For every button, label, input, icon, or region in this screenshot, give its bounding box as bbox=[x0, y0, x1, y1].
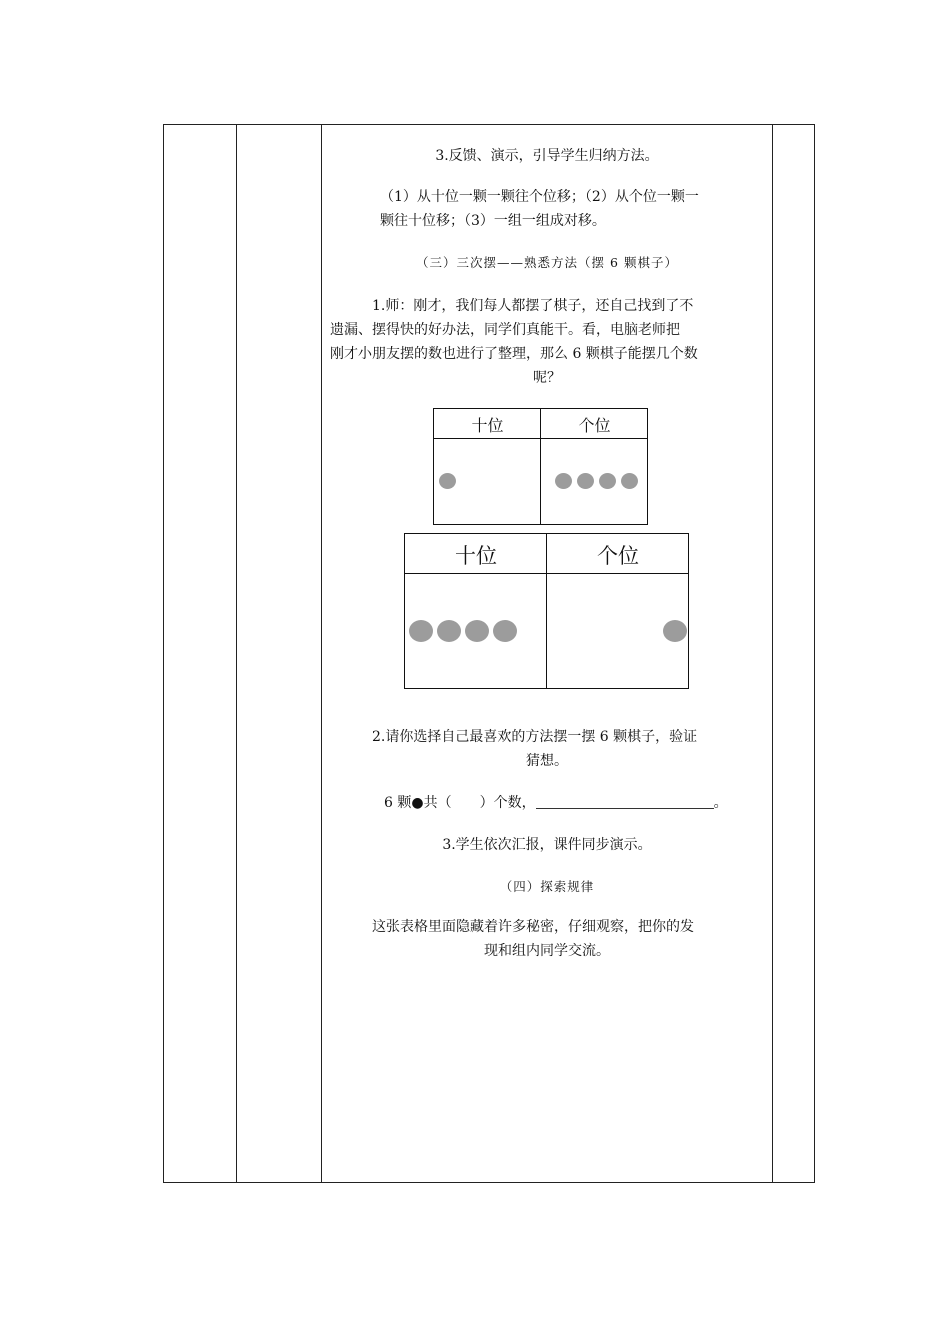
methods-line: 颗往十位移；（3）一组一组成对移。 bbox=[380, 213, 606, 229]
bead bbox=[555, 473, 572, 489]
ones-label: 个位 bbox=[578, 416, 611, 435]
place-value-chart bbox=[433, 408, 648, 525]
teacher-prompt-line: 1.师：刚才，我们每人都摆了棋子，还自己找到了不 bbox=[372, 298, 694, 314]
fill-suffix: 。 bbox=[713, 795, 728, 811]
tens-label: 十位 bbox=[471, 416, 504, 435]
bead bbox=[577, 473, 594, 489]
task-2-line: 2.请你选择自己最喜欢的方法摆一摆 6 颗棋子，验证 bbox=[372, 729, 698, 745]
section-4-title: （四）探索规律 bbox=[499, 879, 595, 894]
methods-line: （1）从十位一颗一颗往个位移；（2）从个位一颗一 bbox=[380, 189, 699, 205]
fill-prefix: 6 颗●共（ bbox=[384, 795, 452, 811]
bead bbox=[409, 620, 433, 642]
tens-label: 十位 bbox=[455, 544, 497, 568]
feedback-heading: 3.反馈、演示，引导学生归纳方法。 bbox=[435, 148, 659, 164]
ones-label: 个位 bbox=[597, 544, 639, 568]
section-3-title: （三）三次摆——熟悉方法（摆 6 颗棋子） bbox=[416, 255, 678, 270]
column-divider bbox=[236, 124, 237, 1183]
task-3: 3.学生依次汇报，课件同步演示。 bbox=[442, 837, 652, 853]
place-value-chart bbox=[404, 533, 689, 689]
bead bbox=[493, 620, 517, 642]
teacher-prompt-line: 刚才小朋友摆的数也进行了整理，那么 6 颗棋子能摆几个数 bbox=[330, 346, 698, 362]
column-divider bbox=[772, 124, 773, 1183]
fill-middle: ）个数， bbox=[479, 795, 536, 811]
teacher-prompt-line: 呢？ bbox=[533, 370, 561, 386]
bead bbox=[437, 620, 461, 642]
task-2-line: 猜想。 bbox=[526, 753, 568, 769]
bead bbox=[465, 620, 489, 642]
explore-line: 这张表格里面隐藏着许多秘密，仔细观察，把你的发 bbox=[372, 919, 694, 935]
answer-blank[interactable] bbox=[536, 794, 714, 809]
fill-in-line bbox=[384, 792, 772, 814]
bead bbox=[439, 473, 456, 489]
bead bbox=[621, 473, 638, 489]
explore-line: 现和组内同学交流。 bbox=[484, 943, 610, 959]
bead bbox=[663, 620, 687, 642]
teacher-prompt-line: 遗漏、摆得快的好办法，同学们真能干。看，电脑老师把 bbox=[330, 322, 680, 338]
bead bbox=[599, 473, 616, 489]
lesson-content-cell bbox=[322, 124, 772, 1183]
